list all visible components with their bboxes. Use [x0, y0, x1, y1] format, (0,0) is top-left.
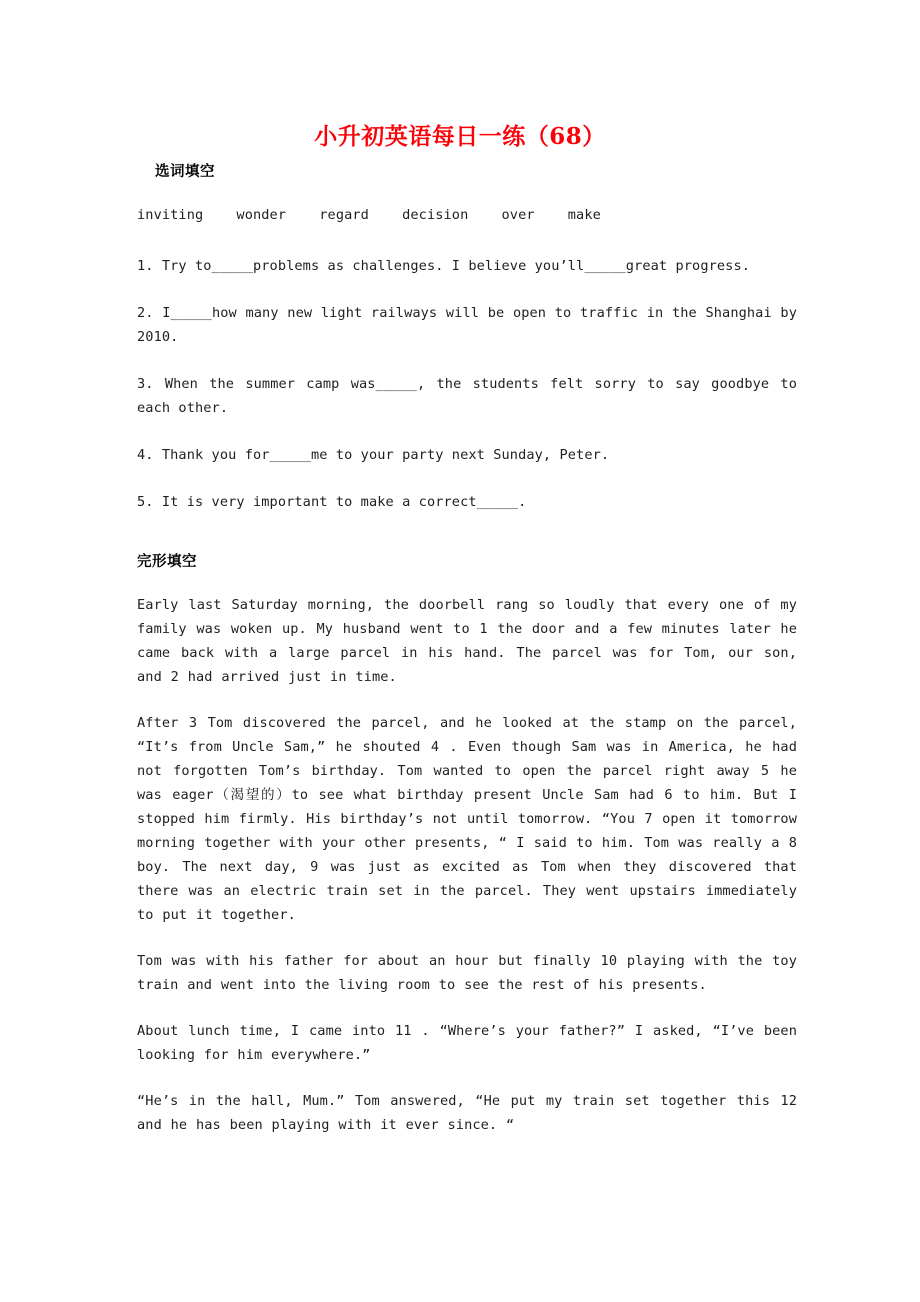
page-title: 小升初英语每日一练（68）	[314, 123, 606, 150]
section-heading-cloze: 完形填空	[137, 554, 197, 570]
question-4: 4. Thank you for_____me to your party next Sunday, Peter.	[137, 447, 610, 463]
question-2: 2. I_____how many new light railways will be open to traffic in the Shanghai by 2010.	[137, 305, 797, 345]
question-5: 5. It is very important to make a correct_____.	[137, 494, 527, 510]
cloze-paragraph-5: “He’s in the hall, Mum.” Tom answered, “He put my train set together this 12 and he has been playing with it ever since. “	[137, 1093, 797, 1133]
cloze-paragraph-2: After 3 Tom discovered the parcel, and he looked at the stamp on the parcel, “It’s from Uncle Sam,” he shouted 4 . Even though Sam was in America, he had not forgotten Tom’s birthday. Tom wanted to open the parcel right away 5 he was eager（渴望的）to see what birthday present Uncle Sam had 6 to him. But I stopped him firmly. His birthday’s not until tomorrow. “You 7 open it tomorrow morning together with your other presents, “ I said to him. Tom was really a 8 boy. The next day, 9 was just as excited as Tom when they discovered that there was an electric train set in the parcel. They went upstairs immediately to put it together.	[137, 715, 797, 923]
section-heading-word-fill: 选词填空	[155, 164, 215, 180]
cloze-paragraph-3: Tom was with his father for about an hour but finally 10 playing with the toy train and went into the living room to see the rest of his presents.	[137, 953, 797, 993]
word-bank: inviting wonder regard decision over make	[137, 207, 601, 223]
question-3: 3. When the summer camp was_____, the students felt sorry to say goodbye to each other.	[137, 376, 797, 416]
document-body	[137, 160, 797, 1137]
cloze-paragraph-1: Early last Saturday morning, the doorbell rang so loudly that every one of my family was woken up. My husband went to 1 the door and a few minutes later he came back with a large parcel in his hand. The parcel was for Tom, our son, and 2 had arrived just in time.	[137, 597, 797, 685]
cloze-paragraph-4: About lunch time, I came into 11 . “Where’s your father?” I asked, “I’ve been looking for him everywhere.”	[137, 1023, 797, 1063]
question-1: 1. Try to_____problems as challenges. I believe you’ll_____great progress.	[137, 258, 751, 274]
